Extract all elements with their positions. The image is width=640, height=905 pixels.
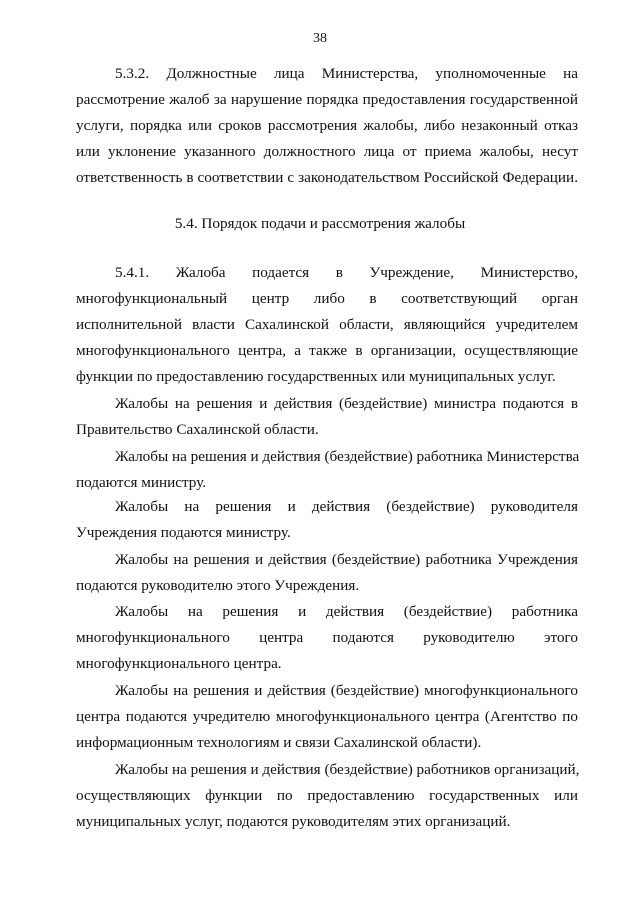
section-heading: 5.4. Порядок подачи и рассмотрения жалобы	[174, 215, 466, 232]
text-line: Жалобы на решения и действия (бездействие) работника	[115, 603, 578, 620]
text-line: осуществляющих функции по предоставлению государственных или	[76, 787, 578, 804]
text-line: Учреждения подаются министру.	[76, 524, 291, 541]
text-line: муниципальных услуг, подаются руководителям этих организаций.	[76, 813, 511, 830]
text-line: информационным технологиям и связи Сахалинской области).	[76, 734, 482, 751]
text-line: рассмотрение жалоб за нарушение порядка предоставления государственной	[76, 91, 578, 108]
text-line: исполнительной власти Сахалинской области, являющийся учредителем	[76, 316, 578, 333]
text-line: многофункциональный центр либо в соответствующий орган	[76, 290, 578, 307]
text-line: Жалобы на решения и действия (бездействие) работника Министерства	[115, 448, 580, 465]
text-line: Жалобы на решения и действия (бездействие) министра подаются в	[115, 395, 578, 412]
text-line: функции по предоставлению государственных или муниципальных услуг.	[76, 368, 556, 385]
text-line: подаются руководителю этого Учреждения.	[76, 577, 360, 594]
text-line: 5.4.1. Жалоба подается в Учреждение, Министерство,	[115, 264, 578, 281]
text-line: Жалобы на решения и действия (бездействие) многофункционального	[115, 682, 578, 699]
text-line: центра подаются учредителю многофункционального центра (Агентство по	[76, 708, 578, 725]
page-number: 38	[313, 31, 327, 46]
text-line: 5.3.2. Должностные лица Министерства, уполномоченные на	[115, 65, 578, 82]
text-line: Жалобы на решения и действия (бездействие) работников организаций,	[115, 761, 580, 778]
text-line: многофункционального центра подаются руководителю этого	[76, 629, 578, 646]
text-line: Жалобы на решения и действия (бездействие) руководителя	[115, 498, 578, 515]
text-line: или уклонение указанного должностного лица от приема жалобы, несут	[76, 143, 578, 160]
text-line: Правительство Сахалинской области.	[76, 421, 319, 438]
text-line: услуги, порядка или сроков рассмотрения жалобы, либо незаконный отказ	[76, 117, 578, 134]
text-line: Жалобы на решения и действия (бездействие) работника Учреждения	[115, 551, 578, 568]
text-line: подаются министру.	[76, 474, 207, 491]
text-line: ответственность в соответствии с законодательством Российской Федерации.	[76, 169, 578, 186]
text-line: многофункционального центра.	[76, 655, 282, 672]
text-line: многофункционального центра, а также в организации, осуществляющие	[76, 342, 578, 359]
